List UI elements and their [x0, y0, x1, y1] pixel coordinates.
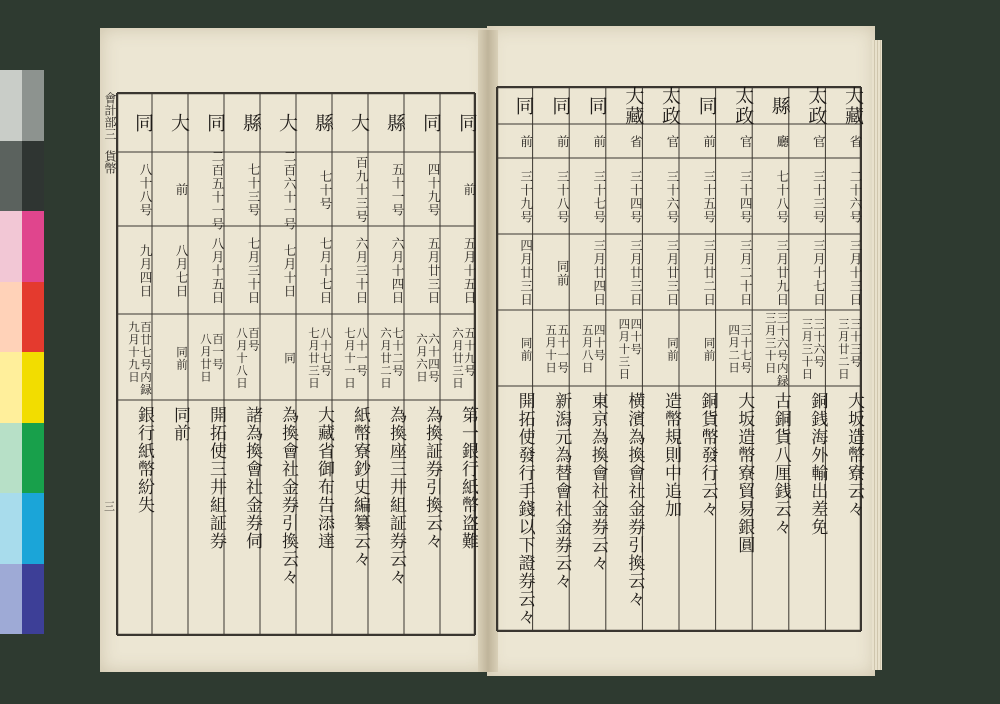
page-edges — [872, 40, 882, 670]
ledger-cell-desc: 第一銀行紙幣盗難 — [458, 406, 478, 550]
ledger-cell-num: 前 — [518, 135, 534, 149]
ledger-cell-org: 同 — [420, 113, 442, 133]
ledger-cell-org: 縣 — [768, 96, 791, 116]
color-patch — [22, 352, 44, 423]
ledger-cell-desc: 銀行紙幣紛失 — [134, 406, 154, 514]
ledger-cell-desc: 大藏省御布告添達 — [314, 406, 334, 550]
ledger-cell-id: 三十八号 — [555, 170, 571, 224]
ledger-column — [296, 92, 332, 636]
ledger-cell-date: 三月廿三日 — [664, 239, 680, 307]
ledger-cell-desc: 大坂造幣寮貿易銀圓 — [734, 392, 755, 554]
ledger-cell-date: 三月十七日 — [811, 239, 827, 307]
ledger-cell-date: 九月四日 — [138, 244, 153, 298]
ledger-cell-id: 三十四号 — [738, 170, 754, 224]
ledger-cell-id: 三十四号 — [628, 170, 644, 224]
color-patch — [0, 564, 22, 635]
ledger-cell-num: 百九十三号 — [354, 156, 369, 224]
ledger-cell-org: 大 — [276, 113, 298, 133]
ledger-cell-date: 三月二十日 — [738, 239, 754, 307]
color-patch — [0, 70, 22, 141]
color-patch — [22, 70, 44, 141]
ledger-cell-date: 三月廿九日 — [774, 239, 790, 307]
ledger-cell-org: 太政 — [658, 86, 681, 126]
ledger-column — [368, 92, 404, 636]
ledger-column — [404, 92, 440, 636]
ledger-cell-note: 八十一号 七月十一日 — [342, 326, 369, 390]
ledger-cell-org: 大 — [348, 113, 370, 133]
ledger-column — [224, 92, 260, 636]
ledger-cell-num: 前 — [591, 135, 607, 149]
ledger-cell-note: 百一号 八月廿日 — [198, 333, 225, 383]
ledger-column — [825, 86, 862, 632]
ledger-cell-desc: 古銅貨八厘銭云々 — [770, 392, 791, 536]
color-patch — [22, 141, 44, 212]
ledger-cell-id: 七十八号 — [774, 170, 790, 224]
ledger-cell-org: 太政 — [732, 86, 755, 126]
book-gutter — [478, 30, 498, 672]
folio-number: 三 — [104, 500, 115, 513]
ledger-cell-id: 三十七号 — [591, 170, 607, 224]
ledger-cell-num: 省 — [628, 135, 644, 149]
ledger-cell-id: 三十五号 — [701, 170, 717, 224]
ledger-cell-num: 四十九号 — [426, 163, 441, 217]
ledger-cell-num: 前 — [701, 135, 717, 149]
ledger-cell-note: 三十七号 四月二日 — [727, 324, 754, 374]
ledger-cell-date: 三月廿四日 — [591, 239, 607, 307]
ledger-cell-date: 三月十三日 — [847, 239, 863, 307]
ledger-column — [188, 92, 224, 636]
ledger-cell-desc: 紙幣寮鈔史編纂云々 — [350, 406, 370, 568]
ledger-cell-desc: 造幣規則中追加 — [660, 392, 681, 518]
color-calibration-strip — [0, 70, 44, 634]
ledger-cell-num: 官 — [664, 135, 680, 149]
ledger-cell-note: 六十四号 六月六日 — [414, 333, 441, 383]
ledger-cell-desc: 開拓使發行手錢以下證券云々 — [514, 392, 535, 626]
ledger-cell-num: 八十八号 — [138, 163, 153, 217]
ledger-cell-date: 同前 — [555, 259, 571, 287]
ledger-cell-date: 四月廿三日 — [518, 239, 534, 307]
ledger-cell-num: 二百五十一号 — [210, 149, 225, 231]
ledger-column — [606, 86, 643, 632]
ledger-cell-note: 五十九号 六月廿三日 — [450, 326, 477, 390]
ledger-cell-org: 同 — [549, 96, 572, 116]
ledger-cell-note: 五十一号 五月十日 — [544, 324, 571, 374]
ledger-cell-desc: 為換座三井組証券云々 — [386, 406, 406, 586]
ledger-cell-date: 三月廿三日 — [628, 239, 644, 307]
ledger-cell-note: 百廿七号内録 九月十九日 — [126, 320, 153, 396]
ledger-cell-org: 同 — [204, 113, 226, 133]
ledger-column — [569, 86, 606, 632]
ledger-cell-org: 縣 — [240, 113, 262, 133]
ledger-cell-desc: 諸為換會社金券伺 — [242, 406, 262, 550]
ledger-column — [642, 86, 679, 632]
ledger-cell-num: 前 — [462, 183, 477, 197]
ledger-cell-date: 八月十五日 — [210, 237, 225, 305]
ledger-cell-num: 五十一号 — [390, 163, 405, 217]
color-patch — [0, 211, 22, 282]
color-patch — [22, 423, 44, 494]
color-patch — [22, 493, 44, 564]
ledger-cell-org: 太政 — [805, 86, 828, 126]
ledger-column — [716, 86, 753, 632]
ledger-cell-org: 同 — [585, 96, 608, 116]
ledger-cell-note: 三十六号 三月三十日 — [800, 317, 827, 381]
ledger-cell-date: 五月十五日 — [462, 237, 477, 305]
ledger-cell-num: 七十号 — [318, 169, 333, 211]
left-ledger-table — [116, 92, 476, 636]
margin-subtitle: 貨幣 — [103, 150, 117, 174]
color-patch — [0, 141, 22, 212]
ledger-cell-org: 縣 — [312, 113, 334, 133]
ledger-cell-num: 廳 — [774, 135, 790, 149]
ledger-cell-org: 同 — [456, 113, 478, 133]
ledger-cell-date: 八月七日 — [174, 244, 189, 298]
ledger-cell-id: 三十六号 — [664, 170, 680, 224]
ledger-column — [440, 92, 476, 636]
ledger-cell-org: 同 — [695, 96, 718, 116]
ledger-cell-desc: 銅銭海外輸出差免 — [807, 392, 828, 536]
ledger-cell-org: 大藏 — [841, 86, 864, 126]
ledger-column — [752, 86, 789, 632]
ledger-cell-date: 五月廿三日 — [426, 237, 441, 305]
ledger-cell-org: 縣 — [384, 113, 406, 133]
color-patch — [22, 282, 44, 353]
color-patch — [0, 423, 22, 494]
ledger-cell-note: 百号 八月十八日 — [234, 326, 261, 390]
ledger-cell-org: 大藏 — [622, 86, 645, 126]
ledger-cell-note: 四十号 四月十三日 — [617, 317, 644, 381]
ledger-cell-desc: 横濱為換會社金券引換云々 — [624, 392, 645, 608]
ledger-cell-desc: 為換証券引換云々 — [422, 406, 442, 550]
ledger-cell-date: 七月十日 — [282, 244, 297, 298]
color-patch — [22, 564, 44, 635]
ledger-cell-note: 同前 — [702, 336, 717, 362]
ledger-cell-desc: 大坂造幣寮云々 — [843, 392, 864, 518]
ledger-column — [260, 92, 296, 636]
ledger-column — [116, 92, 152, 636]
ledger-cell-desc: 同前 — [170, 406, 190, 442]
ledger-cell-note: 七十二号 六月廿二日 — [378, 326, 405, 390]
right-ledger-table — [496, 86, 862, 632]
ledger-cell-num: 官 — [811, 135, 827, 149]
ledger-cell-date: 七月十七日 — [318, 237, 333, 305]
ledger-cell-note: 同 — [283, 351, 297, 365]
ledger-cell-num: 二百六十一号 — [282, 149, 297, 231]
ledger-cell-desc: 東京為換會社金券云々 — [587, 392, 608, 572]
ledger-cell-org: 大 — [168, 113, 190, 133]
ledger-cell-note: 同前 — [519, 336, 534, 362]
color-patch — [0, 493, 22, 564]
ledger-cell-note: 四十号 五月八日 — [580, 324, 607, 374]
ledger-cell-num: 省 — [847, 135, 863, 149]
margin-title: 會計部三 — [103, 92, 117, 140]
ledger-cell-date: 六月十四日 — [390, 237, 405, 305]
ledger-cell-date: 三月廿二日 — [701, 239, 717, 307]
ledger-column — [789, 86, 826, 632]
ledger-cell-desc: 開拓使三井組証券 — [206, 406, 226, 550]
ledger-cell-date: 七月三十日 — [246, 237, 261, 305]
color-patch — [0, 352, 22, 423]
ledger-cell-desc: 新潟元為替會社金券云々 — [551, 392, 572, 590]
ledger-cell-note: 三十六号内録 三月三十日 — [763, 311, 790, 387]
ledger-cell-num: 七十三号 — [246, 163, 261, 217]
color-patch — [0, 282, 22, 353]
color-patch — [22, 211, 44, 282]
ledger-cell-date: 六月三十日 — [354, 237, 369, 305]
ledger-cell-id: 二十六号 — [847, 170, 863, 224]
ledger-cell-org: 同 — [512, 96, 535, 116]
ledger-cell-note: 八十七号 七月廿三日 — [306, 326, 333, 390]
ledger-cell-note: 三十三号 三月廿二日 — [836, 317, 863, 381]
ledger-cell-id: 三十九号 — [518, 170, 534, 224]
ledger-column — [496, 86, 533, 632]
ledger-cell-note: 同前 — [175, 345, 189, 371]
ledger-cell-note: 同前 — [665, 336, 680, 362]
ledger-cell-num: 官 — [738, 135, 754, 149]
ledger-cell-desc: 銅貨幣發行云々 — [697, 392, 718, 518]
ledger-cell-num: 前 — [555, 135, 571, 149]
ledger-cell-num: 前 — [174, 183, 189, 197]
ledger-column — [332, 92, 368, 636]
ledger-cell-id: 三十三号 — [811, 170, 827, 224]
ledger-column — [679, 86, 716, 632]
ledger-cell-desc: 為換會社金券引換云々 — [278, 406, 298, 586]
ledger-column — [152, 92, 188, 636]
ledger-column — [533, 86, 570, 632]
ledger-cell-org: 同 — [132, 113, 154, 133]
